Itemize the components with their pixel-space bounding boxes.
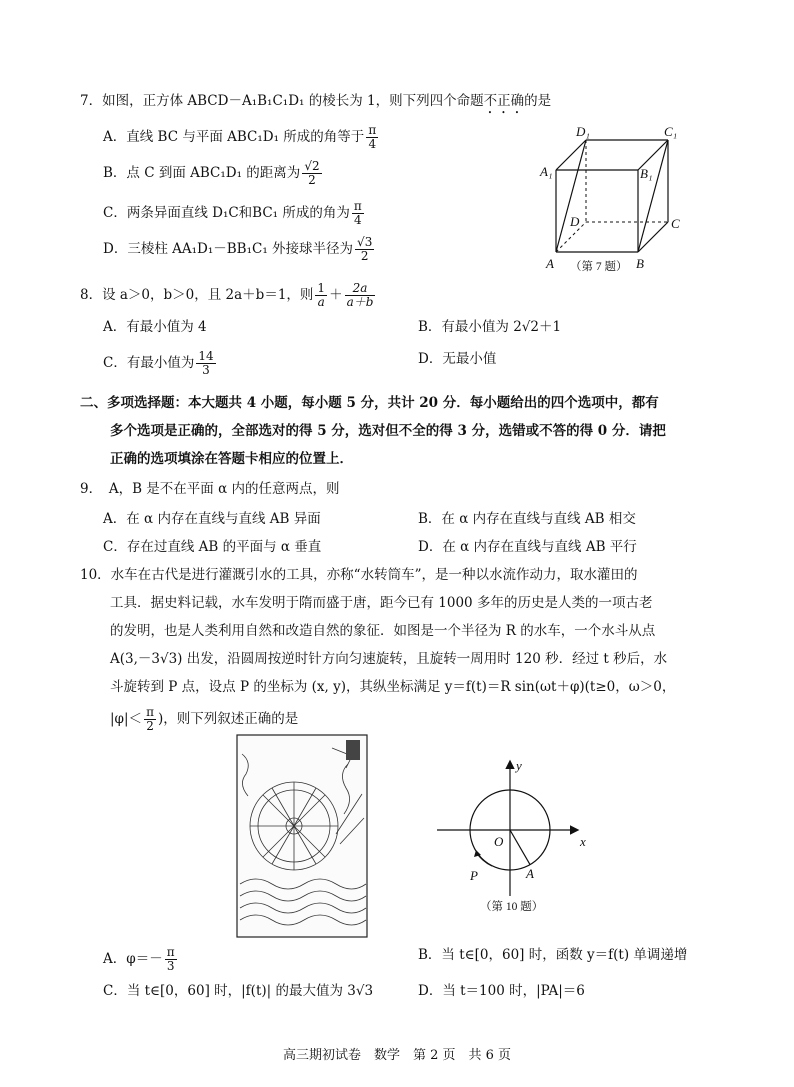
label-b: B [636,256,644,271]
q9-option-d: D．在 α 内存在直线与直线 AB 平行 [418,539,637,555]
label-p: P [470,868,478,883]
q7-figure-caption: （第 7 题） [570,261,628,273]
q10-line6-num: π [146,705,154,719]
q7-stem [80,92,551,117]
q10-line3: 的发明，也是人类利用自然和改造自然的象征．如图是一个半径为 R 的水车，一个水斗从点 [110,623,656,639]
label-d: D [570,214,580,229]
q9-option-b: B．在 α 内存在直线与直线 AB 相交 [418,511,636,527]
q9-option-a: A．在 α 内存在直线与直线 AB 异面 [103,511,321,527]
q7-d-text: D．三棱柱 AA₁D₁－BB₁C₁ 外接球半径为 [103,241,354,257]
q8-option-c [103,350,218,377]
q7-c-den: 4 [354,213,362,227]
label-a1: A₁ [540,164,553,179]
radius-oa [510,830,530,865]
q7-b-num: √2 [304,159,320,173]
label-x: x [580,834,586,849]
section2-line1: 二、多项选择题：本大题共 4 小题，每小题 5 分，共计 20 分．每小题给出的四个选项中，都有 [80,395,659,411]
q8-c-den: 3 [202,363,210,377]
label-d1: D₁ [576,124,590,139]
q7-d-num: √3 [357,235,373,249]
label-y: y [516,758,522,773]
q7-option-d [103,236,376,263]
q7-b-fraction [302,160,321,187]
q8-stem-text: 8．设 a＞0，b＞0，且 2a＋b＝1，则 [80,287,314,303]
q10-option-b: B．当 t∈[0，60] 时，函数 y＝f(t) 单调递增 [418,947,688,963]
q10-line6-fraction [144,706,156,733]
q7-option-b [103,160,324,187]
q7-stem-end: 的是 [524,93,552,109]
label-a: A [526,866,534,881]
cube-figure [530,120,700,280]
section2-line2: 多个选项是正确的，全部选对的得 5 分，选对但不全的得 3 分，选错或不答的得 0 分．请把 [110,423,666,439]
label-c: C [671,216,680,231]
q10-line1: 10．水车在古代是进行灌溉引水的工具，亦称“水转筒车”，是一种以水流作动力，取水灌田的 [80,567,638,583]
q10-circle-figure [432,758,592,918]
q8-option-b: B．有最小值为 2√2＋1 [418,319,562,335]
section2-line3: 正确的选项填涂在答题卡相应的位置上． [110,451,353,467]
q7-c-text: C．两条异面直线 D₁C和BC₁ 所成的角为 [103,205,350,221]
q7-d-fraction [355,236,374,263]
q9-option-c: C．存在过直线 AB 的平面与 α 垂直 [103,539,322,555]
q10-option-d: D．当 t＝100 时，|PA|＝6 [418,983,585,999]
q10-line6-den: 2 [146,719,154,733]
q7-a-text: A．直线 BC 与平面 ABC₁D₁ 所成的角等于 [103,129,365,145]
q10-line6 [110,706,298,733]
q7-a-num: π [368,123,377,137]
label-c1: C₁ [664,124,678,139]
q7-a-fraction [366,124,378,151]
q8-c-num: 14 [198,349,214,363]
q7-emphasis: 不正确 [483,93,525,109]
q7-c-fraction [352,200,364,227]
q10-option-a [103,946,179,973]
q8-c-text: C．有最小值为 [103,355,195,371]
q8-frac2 [345,282,376,309]
q7-option-a [103,124,380,151]
q8-frac1 [315,282,327,309]
q10-a-den: 3 [166,959,175,973]
q8-plus: ＋ [329,287,343,303]
q7-b-den: 2 [308,173,316,187]
page-footer: 高三期初试卷 数学 第 2 页 共 6 页 [282,1048,512,1063]
q10-a-num: π [166,945,175,959]
diag-a-d1 [556,140,586,252]
q10-line6-post: )，则下列叙述正确的是 [157,711,299,727]
diag-b-c1 [638,140,668,252]
q10-line5: 斗旋转到 P 点，设点 P 的坐标为 (x, y)，其纵坐标满足 y＝f(t)＝R sin(ωt＋φ)(t≥0，ω＞0， [110,679,676,695]
q7-a-den: 4 [368,137,377,151]
q8-stem [80,282,377,309]
q7-b-text: B．点 C 到面 ABC₁D₁ 的距离为 [103,165,301,181]
q7-c-num: π [353,199,362,213]
q10-a-fraction [165,946,177,973]
q10-line2: 工具．据史料记载，水车发明于隋而盛于唐，距今已有 1000 多年的历史是人类的一项古老 [110,595,653,611]
q9-stem: 9． A，B 是不在平面 α 内的任意两点，则 [80,481,340,497]
q8-f1-num: 1 [317,281,326,295]
q8-c-fraction [196,350,215,377]
q10-figure-caption: （第 10 题） [480,901,544,913]
q10-line6-pre: |φ|＜ [110,711,143,727]
q8-option-d: D．无最小值 [418,351,497,367]
q7-stem-text: 7．如图，正方体 ABCD－A₁B₁C₁D₁ 的棱长为 1，则下列四个命题 [80,93,484,109]
label-a: A [546,256,554,271]
label-b1: B₁ [640,166,653,181]
q8-option-a: A．有最小值为 4 [103,319,207,335]
label-o: O [494,834,504,849]
q10-option-c: C．当 t∈[0，60] 时，|f(t)| 的最大值为 3√3 [103,983,374,999]
q7-d-den: 2 [360,249,369,263]
waterwheel-illustration [236,734,368,938]
q8-f2-den: a＋b [346,295,374,309]
q10-line4: A(3,－3√3) 出发，沿圆周按逆时针方向匀速旋转，且旋转一周用时 120 秒．经过 t 秒后，水 [110,651,668,667]
q8-f1-den: a [317,295,325,309]
q8-f2-num: 2a [345,282,376,296]
q7-option-c [103,200,366,227]
q10-a-text: A．φ＝－ [103,951,163,967]
